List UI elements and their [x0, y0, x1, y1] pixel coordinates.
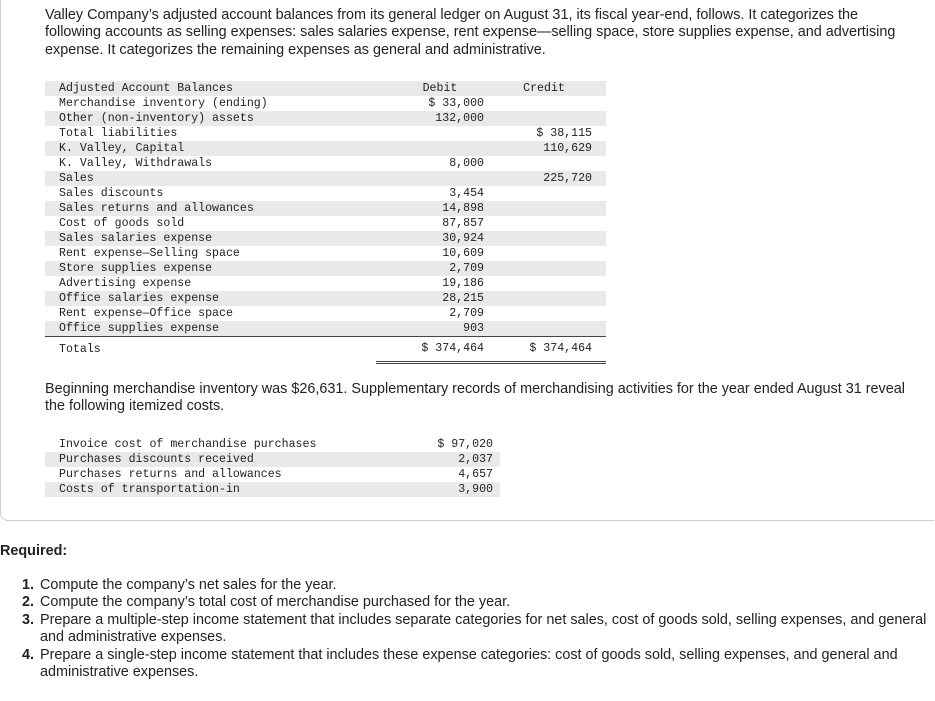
merchandising-costs-table: [45, 437, 500, 497]
debit-value: 14,898: [376, 201, 486, 216]
credit-value: 110,629: [486, 141, 606, 156]
table-row: [45, 216, 606, 231]
table-row: [45, 231, 606, 246]
credit-value: [486, 96, 606, 111]
account-name: Merchandise inventory (ending): [59, 97, 268, 110]
debit-value: [376, 171, 486, 186]
table-row: [45, 186, 606, 201]
credit-value: [486, 216, 606, 231]
debit-value: 2,709: [449, 307, 484, 320]
requirement-number: 3.: [22, 611, 35, 628]
table-row: [45, 482, 500, 497]
account-name: Cost of goods sold: [59, 217, 185, 230]
credit-value: [486, 321, 606, 337]
credit-value: [486, 306, 606, 321]
cost-value: $ 97,020: [437, 438, 493, 451]
table-row: [45, 156, 606, 171]
debit-value: 2,709: [376, 261, 486, 276]
debit-value: [376, 141, 486, 156]
cost-value: 4,657: [458, 468, 493, 481]
table-header-row: [45, 81, 606, 96]
account-name: Rent expense—Office space: [59, 307, 233, 320]
list-item: [22, 647, 928, 682]
cost-name: Invoice cost of merchandise purchases: [59, 438, 317, 451]
adjusted-balances-table: [45, 81, 606, 364]
header-debit: Debit: [376, 81, 486, 96]
table-row: [45, 111, 606, 126]
debit-value: 19,186: [442, 277, 484, 290]
credit-value: [486, 276, 606, 291]
requirement-text: Compute the company’s total cost of merchandise purchased for the year.: [40, 594, 511, 611]
list-item: [22, 594, 928, 611]
debit-value: 28,215: [376, 291, 486, 306]
requirement-text: Prepare a single-step income statement that includes these expense categories: cost of goods sold, selling expenses, and general and administrative expenses.: [40, 646, 898, 681]
debit-value: 3,454: [449, 187, 484, 200]
credit-value: 225,720: [486, 171, 606, 186]
table-row: [45, 126, 606, 141]
table-row: [45, 141, 606, 156]
totals-credit: $ 374,464: [486, 337, 606, 363]
requirement-number: 1.: [22, 577, 35, 593]
requirement-text: Prepare a multiple-step income statement that includes separate categories for net sales, cost of goods sold, selling expenses, and general and administrative expenses.: [40, 611, 927, 646]
requirement-number: 2.: [22, 594, 35, 611]
account-name: Total liabilities: [59, 127, 178, 140]
list-item: [22, 577, 928, 594]
table-row: [45, 291, 606, 306]
table-row: [45, 261, 606, 276]
credit-value: $ 38,115: [536, 127, 592, 140]
table-row: [45, 276, 606, 291]
account-name: Other (non-inventory) assets: [45, 111, 376, 126]
table-row: [45, 437, 500, 452]
credit-value: [486, 186, 606, 201]
credit-value: [486, 231, 606, 246]
credit-value: [486, 261, 606, 276]
account-name: Sales salaries expense: [45, 231, 376, 246]
cost-name: Purchases discounts received: [45, 452, 413, 467]
header-account: Adjusted Account Balances: [45, 81, 376, 96]
account-name: Office supplies expense: [45, 321, 376, 337]
list-item: [22, 612, 928, 647]
cost-name: Costs of transportation-in: [45, 482, 413, 497]
account-name: Sales discounts: [59, 187, 164, 200]
debit-value: 30,924: [376, 231, 486, 246]
table-row: [45, 467, 500, 482]
totals-row: [45, 337, 606, 363]
credit-value: [486, 246, 606, 261]
credit-value: [486, 291, 606, 306]
requirement-text: Compute the company’s net sales for the year.: [40, 577, 337, 593]
required-heading: Required:: [0, 543, 68, 559]
table-row: [45, 96, 606, 111]
requirements-list: [22, 577, 928, 681]
debit-value: [376, 126, 486, 141]
account-name: Sales: [45, 171, 376, 186]
table-row: [45, 452, 500, 467]
debit-value: $ 33,000: [428, 97, 484, 110]
credit-value: [486, 156, 606, 171]
header-credit: Credit: [486, 81, 606, 96]
cost-value: 3,900: [413, 482, 500, 497]
requirement-number: 4.: [22, 646, 35, 663]
cost-name: Purchases returns and allowances: [59, 468, 282, 481]
intro-paragraph: Valley Company’s adjusted account balances from its general ledger on August 31, its fiscal year-end, follows. It categorizes the following accounts as selling expenses: sales salaries expense, rent expense—selling space, store supplies expense, and advertising expense. It categorizes the remaining expenses as general and administrative.: [45, 7, 896, 58]
debit-value: 10,609: [442, 247, 484, 260]
account-name: K. Valley, Withdrawals: [59, 157, 213, 170]
supplementary-paragraph: Beginning merchandise inventory was $26,631. Supplementary records of merchandising activities for the year ended August 31 reveal the following itemized costs.: [45, 381, 905, 415]
debit-value: 8,000: [449, 157, 484, 170]
account-name: K. Valley, Capital: [45, 141, 376, 156]
ledger-body: [45, 96, 606, 363]
totals-label: Totals: [59, 342, 101, 356]
account-name: Office salaries expense: [45, 291, 376, 306]
table-row: [45, 171, 606, 186]
account-name: Rent expense—Selling space: [59, 247, 240, 260]
table-row: [45, 306, 606, 321]
credit-value: [486, 201, 606, 216]
debit-value: 903: [376, 321, 486, 337]
credit-value: [486, 111, 606, 126]
account-name: Store supplies expense: [45, 261, 376, 276]
debit-value: 87,857: [442, 217, 484, 230]
account-name: Sales returns and allowances: [45, 201, 376, 216]
debit-value: 132,000: [376, 111, 486, 126]
table-row: [45, 246, 606, 261]
account-name: Advertising expense: [59, 277, 192, 290]
cost-value: 2,037: [413, 452, 500, 467]
table-row: [45, 201, 606, 216]
totals-debit: $ 374,464: [376, 337, 486, 363]
table-row: [45, 321, 606, 337]
